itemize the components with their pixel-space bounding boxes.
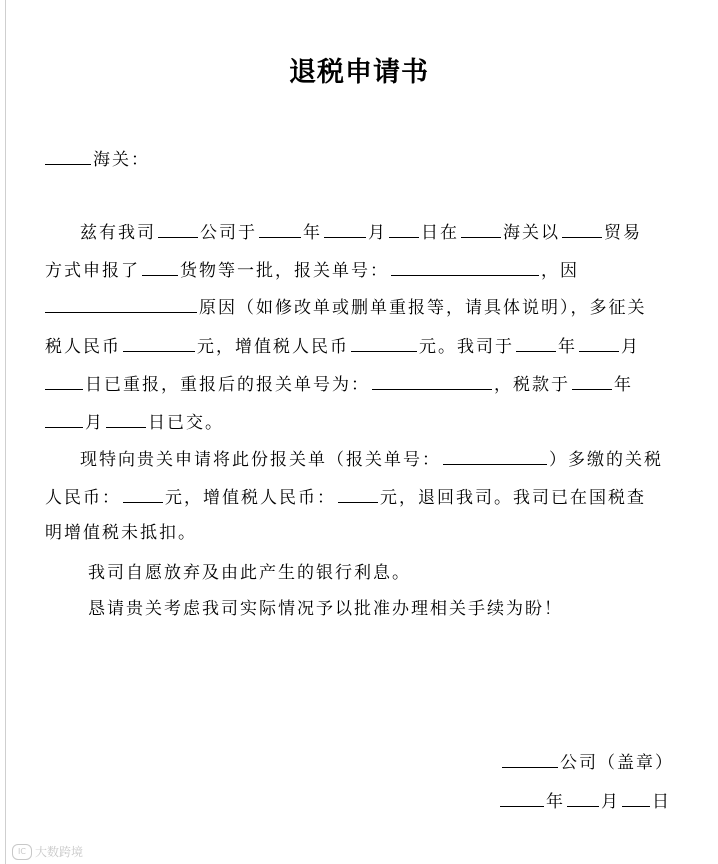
p1-text: 元。我司于 <box>419 337 514 357</box>
p1-text: 日已交。 <box>148 413 224 433</box>
p2-text: ）多缴的关税 <box>549 450 663 470</box>
month-blank[interactable] <box>324 219 366 238</box>
customs-blank[interactable] <box>461 219 501 238</box>
page-left-edge <box>5 0 6 864</box>
p2-text: 元，增值税人民币： <box>165 488 336 508</box>
trade-blank[interactable] <box>562 219 602 238</box>
watermark-logo-icon: IC <box>12 844 32 860</box>
p1-text: 月 <box>368 223 387 243</box>
p1-text: 年 <box>303 223 322 243</box>
signature-month-blank[interactable] <box>567 788 599 807</box>
p1-text: 日在 <box>421 223 459 243</box>
declaration-number-blank[interactable] <box>391 257 539 276</box>
p1-text: 年 <box>558 337 577 357</box>
watermark-text: 大数跨境 <box>35 845 84 859</box>
paid-day-blank[interactable] <box>106 409 146 428</box>
paid-year-blank[interactable] <box>572 371 612 390</box>
p1-line-1 <box>80 219 642 245</box>
day-blank[interactable] <box>389 219 419 238</box>
p1-text: 年 <box>614 375 633 395</box>
new-declaration-number-blank[interactable] <box>372 371 492 390</box>
p1-text: ，税款于 <box>494 375 570 395</box>
signature-month-label: 月 <box>601 792 620 812</box>
reapply-year-blank[interactable] <box>516 333 556 352</box>
p2-text: 元，退回我司。我司已在国税查 <box>380 488 646 508</box>
p1-text: 公司于 <box>200 223 257 243</box>
p2-text: 明增值税未抵扣。 <box>45 523 197 543</box>
p1-text: 日已重报，重报后的报关单号为： <box>85 375 370 395</box>
signature-date-line <box>500 788 671 814</box>
p1-text: ，因 <box>541 261 579 281</box>
p3-line: 我司自愿放弃及由此产生的银行利息。 <box>88 563 411 583</box>
p1-line-6 <box>45 409 224 435</box>
p1-text: 元，增值税人民币 <box>197 337 349 357</box>
year-blank[interactable] <box>259 219 301 238</box>
p1-line-4 <box>45 333 640 359</box>
refund-duty-blank[interactable] <box>123 484 163 503</box>
p2-text: 人民币： <box>45 488 121 508</box>
original-declaration-blank[interactable] <box>443 446 547 465</box>
duty-amount-blank[interactable] <box>123 333 195 352</box>
signature-year-blank[interactable] <box>500 788 544 807</box>
p1-text: 方式申报了 <box>45 261 140 281</box>
signature-year-label: 年 <box>546 792 565 812</box>
company-blank[interactable] <box>158 219 198 238</box>
signature-day-label: 日 <box>652 792 671 812</box>
p2-line-1 <box>80 446 663 472</box>
p1-text: 兹有我司 <box>80 223 156 243</box>
signature-day-blank[interactable] <box>622 788 650 807</box>
signature-company-label: 公司（盖章） <box>560 753 674 773</box>
p1-text: 货物等一批，报关单号： <box>180 261 389 281</box>
signature-company-blank[interactable] <box>502 749 558 768</box>
p1-line-2 <box>45 257 579 283</box>
p2-line-2 <box>45 484 646 510</box>
reapply-month-blank[interactable] <box>579 333 619 352</box>
p1-text: 月 <box>621 337 640 357</box>
paid-month-blank[interactable] <box>45 409 83 428</box>
p2-line-3 <box>45 521 197 545</box>
p4-line: 恳请贵关考虑我司实际情况予以批准办理相关手续为盼！ <box>88 599 563 619</box>
p1-text: 税人民币 <box>45 337 121 357</box>
watermark <box>12 843 83 860</box>
salutation-line <box>45 146 150 172</box>
signature-company-line <box>502 749 674 775</box>
p1-text: 月 <box>85 413 104 433</box>
vat-amount-blank[interactable] <box>351 333 417 352</box>
customs-name-blank[interactable] <box>45 146 91 165</box>
p2-text: 现特向贵关申请将此份报关单（报关单号： <box>80 450 441 470</box>
goods-blank[interactable] <box>142 257 178 276</box>
p1-text: 原因（如修改单或删单重报等，请具体说明），多征关 <box>199 298 647 318</box>
salutation-text: 海关： <box>93 150 150 170</box>
p1-text: 贸易 <box>604 223 642 243</box>
reapply-day-blank[interactable] <box>45 371 83 390</box>
p1-text: 海关以 <box>503 223 560 243</box>
refund-vat-blank[interactable] <box>338 484 378 503</box>
document-title: 退税申请书 <box>289 57 429 88</box>
p1-line-5 <box>45 371 633 397</box>
reason-blank[interactable] <box>45 294 197 313</box>
p1-line-3 <box>45 294 647 320</box>
